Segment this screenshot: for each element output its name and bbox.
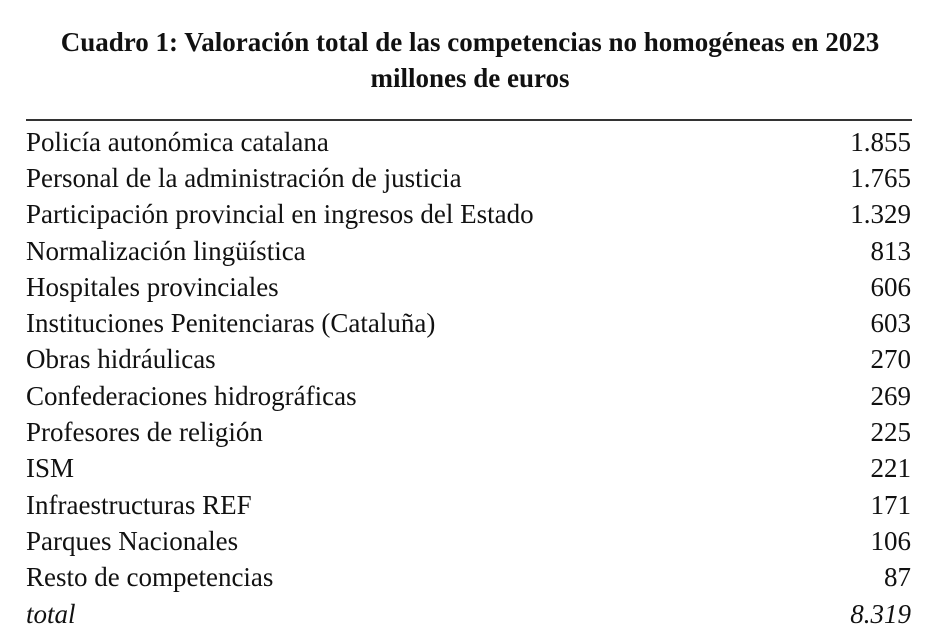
total-value: 8.319 xyxy=(850,598,911,629)
row-value: 606 xyxy=(870,271,911,302)
table-row xyxy=(26,560,911,596)
row-label: Policía autonómica catalana xyxy=(26,126,329,157)
table-row xyxy=(26,451,911,487)
table-row xyxy=(26,160,911,196)
row-label: Obras hidráulicas xyxy=(26,344,216,375)
row-value: 269 xyxy=(870,380,911,411)
row-value: 221 xyxy=(870,453,911,484)
row-value: 813 xyxy=(870,235,911,266)
table-row xyxy=(26,378,911,414)
row-value: 106 xyxy=(870,525,911,556)
table-row xyxy=(26,124,911,160)
row-value: 87 xyxy=(884,562,911,593)
table-row xyxy=(26,269,911,305)
row-value: 1.855 xyxy=(850,126,911,157)
row-value: 270 xyxy=(870,344,911,375)
table-title-line-1: Cuadro 1: Valoración total de las competencias no homogéneas en 2023 xyxy=(60,27,880,57)
row-label: Resto de competencias xyxy=(26,562,274,593)
row-label: Infraestructuras REF xyxy=(26,489,252,520)
table-row xyxy=(26,414,911,450)
table-row xyxy=(26,487,911,523)
row-value: 603 xyxy=(870,308,911,339)
competencias-table xyxy=(26,124,911,632)
table-subtitle-units: millones de euros xyxy=(370,63,570,93)
table-row xyxy=(26,342,911,378)
row-label: Instituciones Penitenciaras (Cataluña) xyxy=(26,308,436,339)
row-label: Personal de la administración de justicia xyxy=(26,162,462,193)
table-row xyxy=(26,197,911,233)
row-label: Profesores de religión xyxy=(26,417,263,448)
table-row xyxy=(26,523,911,559)
row-value: 171 xyxy=(870,489,911,520)
row-label: Confederaciones hidrográficas xyxy=(26,380,357,411)
row-label: Parques Nacionales xyxy=(26,525,239,556)
table-title xyxy=(0,24,940,96)
row-value: 1.329 xyxy=(850,199,911,230)
table-row xyxy=(26,233,911,269)
row-label: Normalización lingüística xyxy=(26,235,306,266)
row-label: Participación provincial en ingresos del Estado xyxy=(26,199,534,230)
row-label: ISM xyxy=(26,453,75,484)
total-row xyxy=(26,596,911,632)
total-label: total xyxy=(26,598,76,629)
row-value: 225 xyxy=(870,417,911,448)
table-row xyxy=(26,305,911,341)
row-label: Hospitales provinciales xyxy=(26,271,279,302)
header-rule xyxy=(26,119,912,121)
row-value: 1.765 xyxy=(850,162,911,193)
